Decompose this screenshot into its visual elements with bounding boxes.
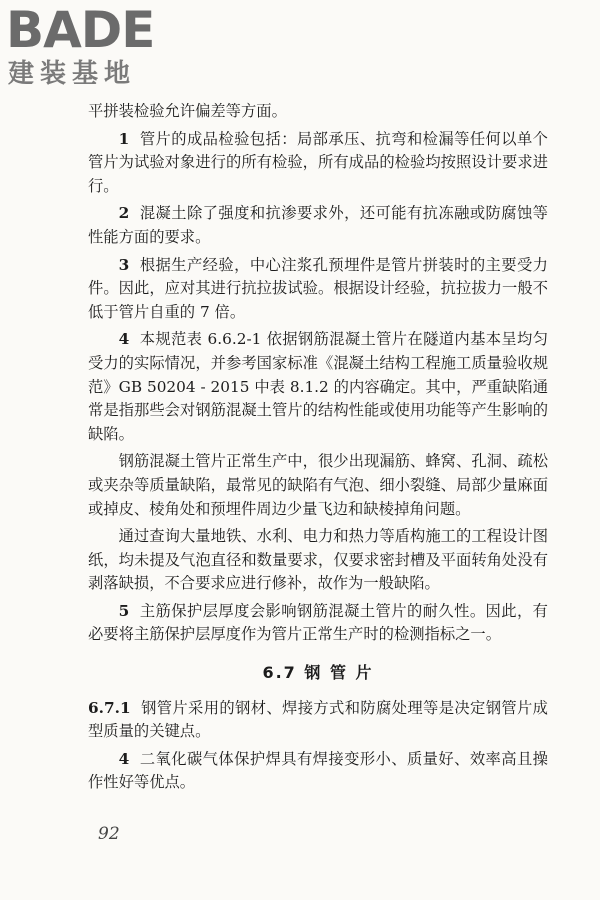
paragraph-text: 通过查询大量地铁、水利、电力和热力等盾构施工的工程设计图纸，均未提及气泡直径和数量要求，仅要求密封槽及平面转角处没有剥落缺损，不合要求应进行修补，故作为一般缺陷。 [88,527,548,593]
paragraph-text: 根据生产经验，中心注浆孔预埋件是管片拼装时的主要受力件。因此，应对其进行抗拉拔试验。根据设计经验，抗拉拔力一般不低于管片自重的 7 倍。 [88,255,548,321]
paragraph-text: 主筋保护层厚度会影响钢筋混凝土管片的耐久性。因此，有必要将主筋保护层厚度作为管片正常生产时的检测指标之一。 [88,601,548,644]
paragraph-text: 管片的成品检验包括：局部承压、抗弯和检漏等任何以单个管片为试验对象进行的所有检验，所有成品的检验均按照设计要求进行。 [88,129,548,195]
paragraph-number: 4 [118,749,130,768]
paragraph-number: 3 [118,255,130,274]
bade-logo [6,1,176,90]
paragraph [88,525,548,596]
paragraph-text: 钢管片采用的钢材、焊接方式和防腐处理等是决定钢管片成型质量的关键点。 [88,698,548,741]
paragraph-number: 2 [118,204,130,223]
paragraph [88,748,548,795]
page-number: 92 [98,824,120,844]
paragraph-number: 4 [118,330,130,349]
paragraph-text: 本规范表 6.6.2-1 依据钢筋混凝土管片在隧道内基本呈均匀受力的实际情况，并参考国家标准《混凝土结构工程施工质量验收规范》GB 50204 - 2015 中表 8.1.2 的内容确定。其中，严重缺陷通常是指那些会对钢筋混凝土管片的结构性能或使用功能等产生影响的缺陷。 [88,330,548,443]
page-content [88,100,548,799]
section-title: 6.7 钢 管 片 [262,663,374,683]
paragraph [88,100,548,124]
paragraph-number: 1 [118,129,130,148]
paragraph-text: 平拼装检验允许偏差等方面。 [88,102,287,120]
paragraph-text: 二氧化碳气体保护焊具有焊接变形小、质量好、效率高且操作性好等优点。 [88,749,548,792]
logo-mark: BADE [6,1,155,59]
paragraph [88,697,548,744]
clause-number: 6.7.1 [88,698,131,717]
paragraph [88,128,548,199]
paragraph [88,328,548,446]
paragraph [88,254,548,325]
paragraph-text: 混凝土除了强度和抗渗要求外，还可能有抗冻融或防腐蚀等性能方面的要求。 [88,204,548,246]
paragraph [88,202,548,249]
paragraph [88,450,548,521]
paragraph-text: 钢筋混凝土管片正常生产中，很少出现漏筋、蜂窝、孔洞、疏松或夹杂等质量缺陷，最常见的缺陷有气泡、细小裂缝、局部少量麻面或掉皮、棱角处和预埋件周边少量飞边和缺棱掉角问题。 [88,452,548,518]
logo-subtitle: 建装基地 [8,59,137,89]
paragraph-number: 5 [118,601,130,620]
paragraph [88,600,548,647]
